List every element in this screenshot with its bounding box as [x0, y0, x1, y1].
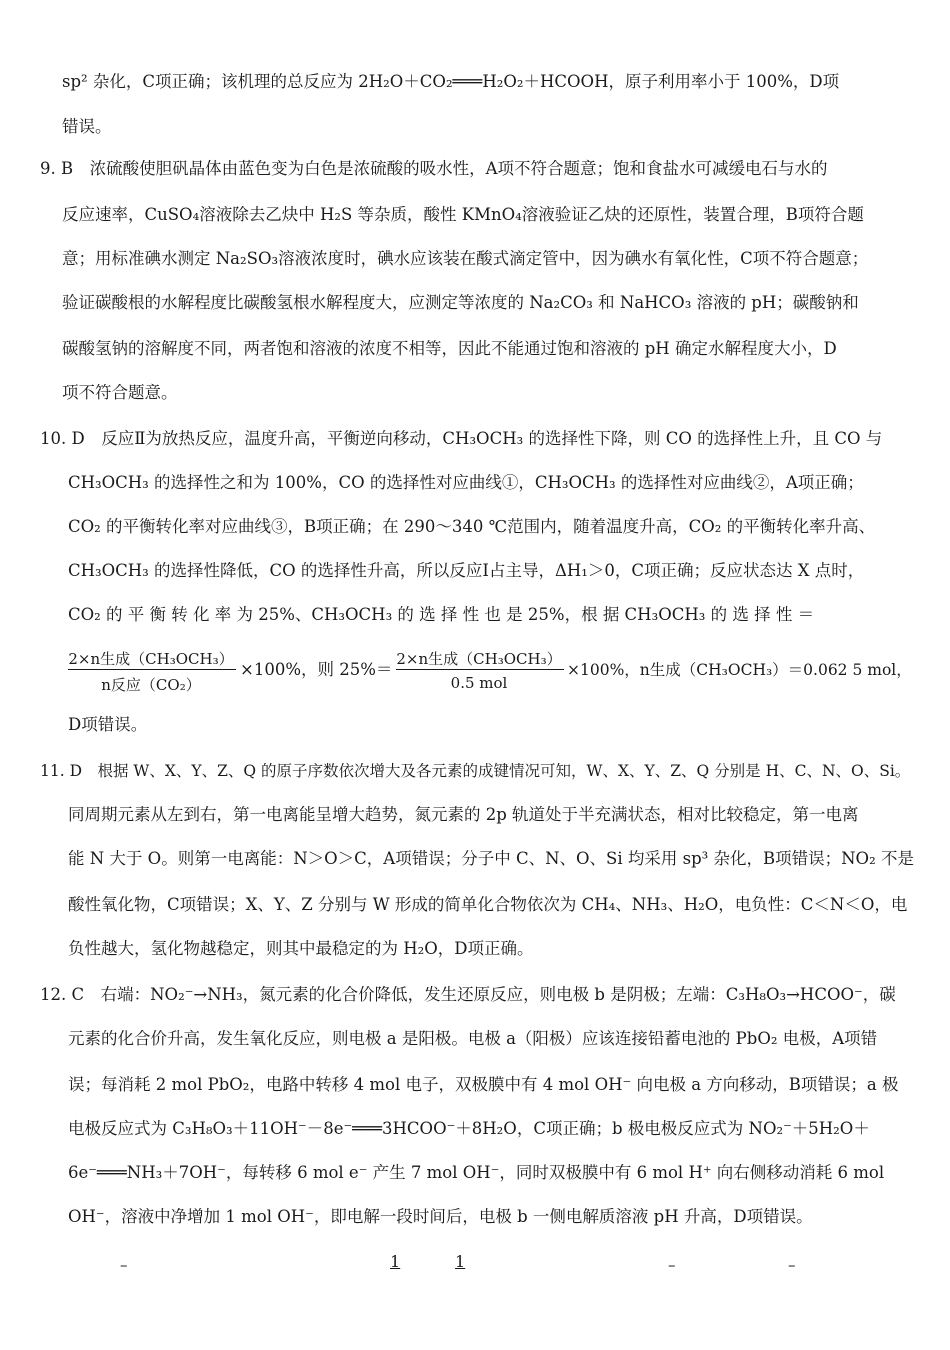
- question-10-line: 10. D 反应Ⅱ为放热反应，温度升高，平衡逆向移动，CH₃OCH₃ 的选择性下降，则 CO 的选择性上升，且 CO 与: [40, 429, 883, 448]
- fraction-denominator: n反应（CO₂）: [101, 676, 201, 694]
- fraction-bar: [396, 669, 564, 670]
- text-line: 同周期元素从左到右，第一电离能呈增大趋势，氮元素的 2p 轨道处于半充满状态，相对比较稳定，第一电离: [68, 805, 859, 824]
- text-line: 验证碳酸根的水解程度比碳酸氢根水解程度大，应测定等浓度的 Na₂CO₃ 和 NaHCO₃ 溶液的 pH；碳酸钠和: [62, 293, 859, 312]
- footer-dash: –: [668, 1256, 676, 1274]
- text-line: CO₂ 的 平 衡 转 化 率 为 25%、CH₃OCH₃ 的 选 择 性 也 是 25%，根 据 CH₃OCH₃ 的 选 择 性 ＝: [68, 605, 815, 624]
- question-12-line: 12. C 右端：NO₂⁻→NH₃，氮元素的化合价降低，发生还原反应，则电极 b 是阴极；左端：C₃H₈O₃→HCOO⁻，碳: [40, 985, 896, 1004]
- text-line: sp² 杂化，C项正确；该机理的总反应为 2H₂O＋CO₂═══H₂O₂＋HCOOH，原子利用率小于 100%，D项: [62, 72, 840, 91]
- page-number: 1: [390, 1252, 401, 1271]
- footer-dash: –: [120, 1256, 128, 1274]
- formula-text: ×100%，n生成（CH₃OCH₃）＝0.062 5 mol，: [567, 661, 912, 679]
- page-number: 1: [455, 1252, 466, 1271]
- text-line: 反应速率，CuSO₄溶液除去乙炔中 H₂S 等杂质，酸性 KMnO₄溶液验证乙炔的还原性，装置合理，B项符合题: [62, 205, 864, 224]
- question-9-line: 9. B 浓硫酸使胆矾晶体由蓝色变为白色是浓硫酸的吸水性，A项不符合题意；饱和食盐水可减缓电石与水的: [40, 159, 828, 178]
- text-line: 误；每消耗 2 mol PbO₂，电路中转移 4 mol 电子，双极膜中有 4 mol OH⁻ 向电极 a 方向移动，B项错误；a 极: [68, 1075, 899, 1094]
- fraction-denominator: 0.5 mol: [450, 674, 508, 692]
- text-line: 错误。: [62, 117, 112, 136]
- text-line: 电极反应式为 C₃H₈O₃＋11OH⁻－8e⁻═══3HCOO⁻＋8H₂O，C项正确；b 极电极反应式为 NO₂⁻＋5H₂O＋: [68, 1119, 870, 1138]
- text-line: 碳酸氢钠的溶解度不同，两者饱和溶液的浓度不相等，因此不能通过饱和溶液的 pH 确定水解程度大小，D: [62, 339, 837, 358]
- text-line: 项不符合题意。: [62, 383, 178, 402]
- text-line: CO₂ 的平衡转化率对应曲线③，B项正确；在 290～340 ℃范围内，随着温度升高，CO₂ 的平衡转化率升高、: [68, 517, 876, 536]
- text-line: 能 N 大于 O。则第一电离能：N＞O＞C，A项错误；分子中 C、N、O、Si 均采用 sp³ 杂化，B项错误；NO₂ 不是: [68, 849, 914, 868]
- text-line: 负性越大，氢化物越稳定，则其中最稳定的为 H₂O，D项正确。: [68, 939, 534, 958]
- fraction-bar: [68, 669, 236, 670]
- text-line: OH⁻，溶液中净增加 1 mol OH⁻，即电解一段时间后，电极 b 一侧电解质溶液 pH 升高，D项错误。: [68, 1207, 813, 1226]
- fraction-numerator: 2×n生成（CH₃OCH₃）: [396, 650, 562, 668]
- question-11-line: 11. D 根据 W、X、Y、Z、Q 的原子序数依次增大及各元素的成键情况可知，W、X、Y、Z、Q 分别是 H、C、N、O、Si。: [40, 762, 911, 780]
- text-line: 酸性氧化物，C项错误；X、Y、Z 分别与 W 形成的简单化合物依次为 CH₄、NH₃、H₂O，电负性：C＜N＜O，电: [68, 895, 908, 914]
- text-line: 意；用标准碘水测定 Na₂SO₃溶液浓度时，碘水应该装在酸式滴定管中，因为碘水有氧化性，C项不符合题意；: [62, 249, 869, 268]
- footer-dash: –: [788, 1256, 796, 1274]
- text-line: D项错误。: [68, 715, 148, 734]
- fraction-numerator: 2×n生成（CH₃OCH₃）: [68, 650, 234, 668]
- formula-text: ×100%，则 25%＝: [240, 660, 393, 679]
- text-line: 元素的化合价升高，发生氧化反应，则电极 a 是阳极。电极 a（阳极）应该连接铅蓄电池的 PbO₂ 电极，A项错: [68, 1029, 878, 1048]
- text-line: 6e⁻═══NH₃＋7OH⁻，每转移 6 mol e⁻ 产生 7 mol OH⁻，同时双极膜中有 6 mol H⁺ 向右侧移动消耗 6 mol: [68, 1163, 885, 1182]
- text-line: CH₃OCH₃ 的选择性之和为 100%，CO 的选择性对应曲线①，CH₃OCH₃ 的选择性对应曲线②，A项正确；: [68, 473, 864, 492]
- text-line: CH₃OCH₃ 的选择性降低，CO 的选择性升高，所以反应Ⅰ占主导，ΔH₁＞0，C项正确；反应状态达 X 点时，: [68, 561, 865, 580]
